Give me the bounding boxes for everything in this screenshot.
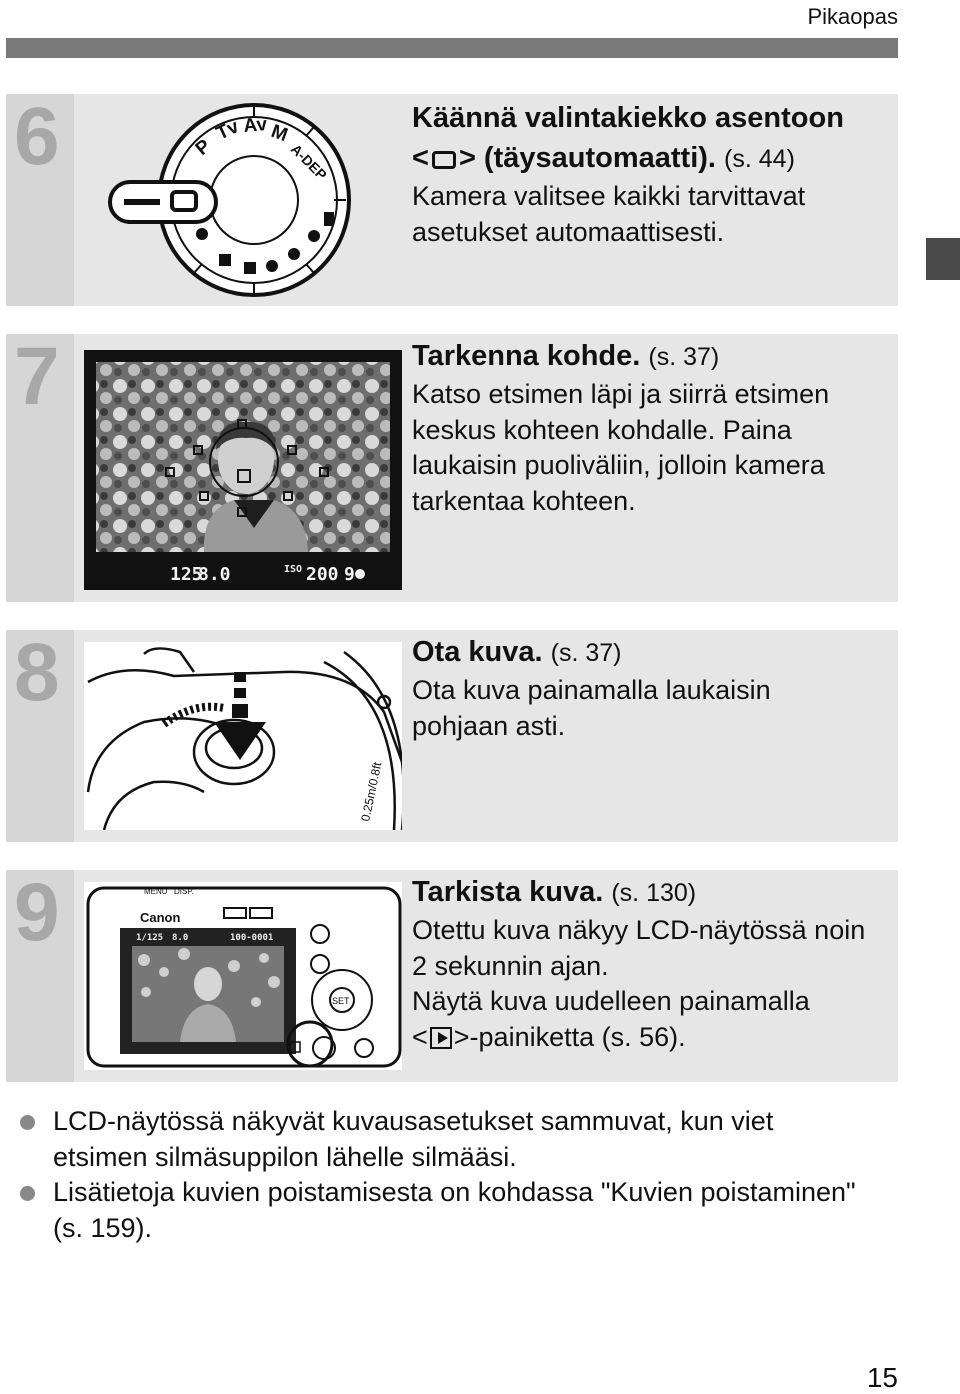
step-description-line: Katso etsimen läpi ja siirrä etsimen	[412, 379, 830, 409]
step-description-line: laukaisin puoliväliin, jolloin kamera	[412, 450, 825, 480]
page-number: 15	[866, 1362, 898, 1393]
menu-button-label: MENU	[144, 887, 168, 896]
step-number-box	[6, 627, 74, 842]
step-description-line: Ota kuva painamalla laukaisin	[412, 675, 771, 705]
focus-confirm-icon	[355, 569, 365, 579]
step-description-line: Näytä kuva uudelleen painamalla	[412, 986, 810, 1016]
chapter-tab	[926, 238, 960, 280]
step-title-line-2: < > (täysautomaatti). (s. 44)	[412, 142, 795, 174]
dial-letter-m: M	[268, 120, 291, 147]
step-text	[412, 98, 894, 250]
step-6	[6, 91, 898, 306]
note-item: Lisätietoja kuvien poistamisesta on kohdassa "Kuvien poistaminen" (s. 159).	[16, 1175, 896, 1246]
set-button-label: SET	[332, 996, 350, 1006]
lcd-file-number: 100-0001	[230, 933, 274, 943]
lcd-aperture: 8.0	[172, 933, 189, 943]
step-description-line: 2 sekunnin ajan.	[412, 950, 609, 981]
step-number-box	[6, 91, 74, 306]
full-auto-mode-icon	[432, 151, 456, 169]
step-number: 6	[14, 91, 60, 182]
lcd-shutter: 1/125	[136, 933, 164, 943]
mode-dial-figure	[84, 94, 400, 306]
camera-back-lcd-figure	[84, 882, 402, 1070]
note-item: LCD-näytössä näkyvät kuvausasetukset sammuvat, kun viet etsimen silmäsuppilon lähelle silmääsi.	[16, 1104, 896, 1175]
disp-button-label: DISP.	[174, 887, 194, 896]
step-title: Käännä valintakiekko asentoon	[412, 102, 844, 134]
lens-distance-text: 0.25m/0.8ft	[358, 760, 385, 823]
viewfinder-iso: 200	[306, 564, 339, 585]
step-title: Ota kuva. (s. 37)	[412, 636, 622, 668]
step-number-box	[6, 867, 74, 1082]
step-description-line: keskus kohteen kohdalle. Paina	[412, 414, 792, 445]
step-number-box	[6, 331, 74, 602]
page-reference: (s. 37)	[648, 343, 720, 371]
bullet-icon	[20, 1186, 35, 1201]
bullet-icon	[20, 1115, 35, 1130]
step-number: 7	[14, 331, 60, 422]
shutter-press-figure	[84, 642, 402, 830]
step-number: 9	[14, 867, 60, 958]
step-description-line: Kamera valitsee kaikki tarvittavat	[412, 181, 806, 211]
viewfinder-aperture: 8.0	[198, 564, 231, 585]
step-text	[412, 632, 894, 744]
page-reference: (s. 44)	[724, 145, 795, 173]
dial-letter-p: P	[191, 135, 215, 160]
header-rule	[6, 38, 898, 58]
playback-icon	[430, 1027, 452, 1049]
viewfinder-iso-label: ISO	[284, 564, 303, 575]
dial-letter-av: Av	[242, 114, 268, 137]
canon-logo: Canon	[140, 910, 181, 925]
step-7	[6, 331, 898, 602]
step-text	[412, 872, 894, 1055]
page-reference: (s. 37)	[550, 639, 622, 667]
dial-letter-tv: Tv	[213, 116, 243, 145]
step-description-line: pohjaan asti.	[412, 710, 566, 741]
step-number: 8	[14, 627, 60, 718]
viewfinder-figure	[84, 350, 402, 590]
step-8	[6, 627, 898, 842]
step-title: Tarkista kuva. (s. 130)	[412, 876, 697, 908]
page-reference: (s. 130)	[611, 879, 697, 907]
step-description-line: < >-painiketta (s. 56).	[412, 1021, 686, 1052]
step-title: Tarkenna kohde. (s. 37)	[412, 340, 720, 372]
step-description-line: Otettu kuva näkyy LCD-näytössä noin	[412, 915, 866, 945]
section-title: Pikaopas	[807, 4, 898, 29]
step-description-line: tarkentaa kohteen.	[412, 485, 636, 516]
viewfinder-shots: 9	[344, 564, 355, 585]
step-text	[412, 336, 894, 519]
notes-list	[16, 1104, 896, 1246]
dial-letter-adep: A-DEP	[287, 140, 330, 183]
step-description-line: asetukset automaattisesti.	[412, 216, 725, 247]
step-9	[6, 867, 898, 1082]
viewfinder-shutter: 125	[170, 564, 203, 585]
